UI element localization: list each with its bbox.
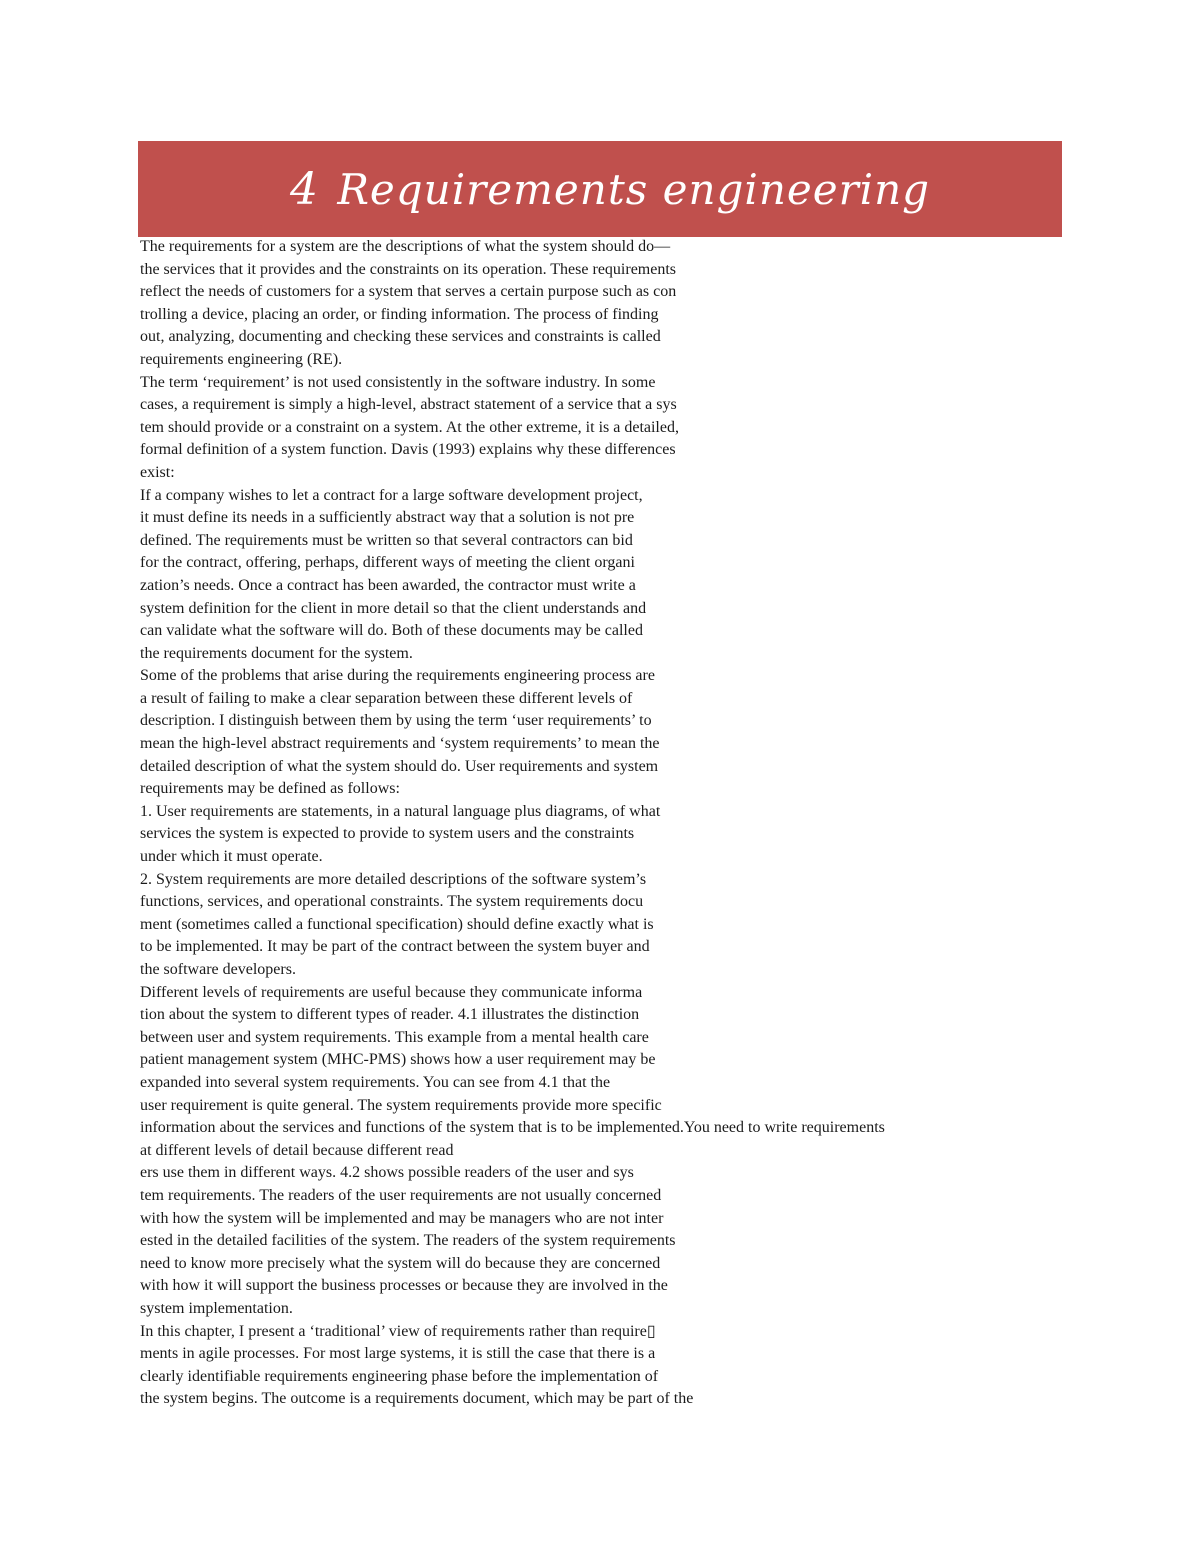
- text-line: detailed description of what the system should do. User requirements and system: [140, 757, 659, 775]
- text-line: formal definition of a system function. Davis (1993) explains why these differences: [140, 441, 676, 459]
- text-line: user requirement is quite general. The system requirements provide more specific: [140, 1096, 662, 1114]
- text-line: under which it must operate.: [140, 848, 323, 866]
- text-line: system implementation.: [140, 1299, 293, 1317]
- text-line: patient management system (MHC-PMS) shows how a user requirement may be: [140, 1051, 656, 1069]
- chapter-title-banner: [138, 141, 1062, 237]
- text-line: information about the services and functions of the system that is to be implemented.You need to write requirements: [140, 1119, 885, 1137]
- text-line: requirements may be defined as follows:: [140, 780, 400, 798]
- text-line: If a company wishes to let a contract for a large software development project,: [140, 486, 643, 504]
- text-line: Different levels of requirements are useful because they communicate informa: [140, 983, 643, 1001]
- chapter-title-text: Requirements engineering: [337, 164, 931, 214]
- text-line: defined. The requirements must be written so that several contractors can bid: [140, 531, 633, 549]
- text-line: 1. User requirements are statements, in a natural language plus diagrams, of what: [140, 802, 661, 820]
- text-line: ested in the detailed facilities of the system. The readers of the system requirements: [140, 1232, 676, 1250]
- text-line: ers use them in different ways. 4.2 shows possible readers of the user and sys: [140, 1164, 634, 1182]
- chapter-title: [290, 164, 930, 215]
- text-line: exist:: [140, 463, 175, 481]
- text-line: functions, services, and operational constraints. The system requirements docu: [140, 893, 644, 911]
- text-line: ment (sometimes called a functional specification) should define exactly what is: [140, 915, 654, 933]
- text-line: can validate what the software will do. Both of these documents may be called: [140, 622, 643, 640]
- body-text: [140, 236, 1140, 1411]
- text-line: tem should provide or a constraint on a system. At the other extreme, it is a detailed,: [140, 418, 679, 436]
- text-line: it must define its needs in a sufficiently abstract way that a solution is not pre: [140, 509, 635, 527]
- text-line: cases, a requirement is simply a high-level, abstract statement of a service that a sys: [140, 396, 677, 414]
- text-line: 2. System requirements are more detailed descriptions of the software system’s: [140, 870, 647, 888]
- text-line: the services that it provides and the constraints on its operation. These requirements: [140, 260, 677, 278]
- text-line: description. I distinguish between them by using the term ‘user requirements’ to: [140, 712, 652, 730]
- text-line: clearly identifiable requirements engineering phase before the implementation of: [140, 1367, 659, 1385]
- chapter-number: 4: [289, 163, 319, 215]
- text-line: mean the high-level abstract requirements and ‘system requirements’ to mean the: [140, 735, 660, 753]
- text-line: expanded into several system requirements. You can see from 4.1 that the: [140, 1073, 611, 1091]
- text-line: services the system is expected to provide to system users and the constraints: [140, 825, 635, 843]
- text-line: with how it will support the business processes or because they are involved in the: [140, 1277, 668, 1295]
- text-line: system definition for the client in more detail so that the client understands and: [140, 599, 647, 617]
- text-line: ments in agile processes. For most large systems, it is still the case that there is a: [140, 1345, 656, 1363]
- text-line: out, analyzing, documenting and checking these services and constraints is called: [140, 328, 661, 346]
- text-line: The term ‘requirement’ is not used consistently in the software industry. In some: [140, 373, 656, 391]
- text-line: between user and system requirements. This example from a mental health care: [140, 1028, 649, 1046]
- text-line: zation’s needs. Once a contract has been awarded, the contractor must write a: [140, 576, 636, 594]
- text-line: the system begins. The outcome is a requirements document, which may be part of the: [140, 1390, 694, 1408]
- text-line: with how the system will be implemented and may be managers who are not inter: [140, 1209, 664, 1227]
- text-line: tion about the system to different types of reader. 4.1 illustrates the distinction: [140, 1006, 640, 1024]
- text-line: to be implemented. It may be part of the contract between the system buyer and: [140, 938, 650, 956]
- text-line: need to know more precisely what the system will do because they are concerned: [140, 1254, 661, 1272]
- text-line: The requirements for a system are the descriptions of what the system should do—: [140, 238, 671, 255]
- text-line: at different levels of detail because different read: [140, 1141, 454, 1159]
- text-line: for the contract, offering, perhaps, different ways of meeting the client organi: [140, 554, 635, 572]
- text-line: In this chapter, I present a ‘traditional’ view of requirements rather than require▯: [140, 1322, 656, 1340]
- text-line: tem requirements. The readers of the user requirements are not usually concerned: [140, 1186, 662, 1204]
- text-line: a result of failing to make a clear separation between these different levels of: [140, 689, 633, 707]
- text-line: Some of the problems that arise during the requirements engineering process are: [140, 667, 655, 685]
- text-line: requirements engineering (RE).: [140, 350, 343, 368]
- text-line: the requirements document for the system.: [140, 644, 413, 662]
- text-line: trolling a device, placing an order, or finding information. The process of finding: [140, 305, 659, 323]
- text-line: reflect the needs of customers for a system that serves a certain purpose such as con: [140, 283, 677, 301]
- text-line: the software developers.: [140, 961, 296, 978]
